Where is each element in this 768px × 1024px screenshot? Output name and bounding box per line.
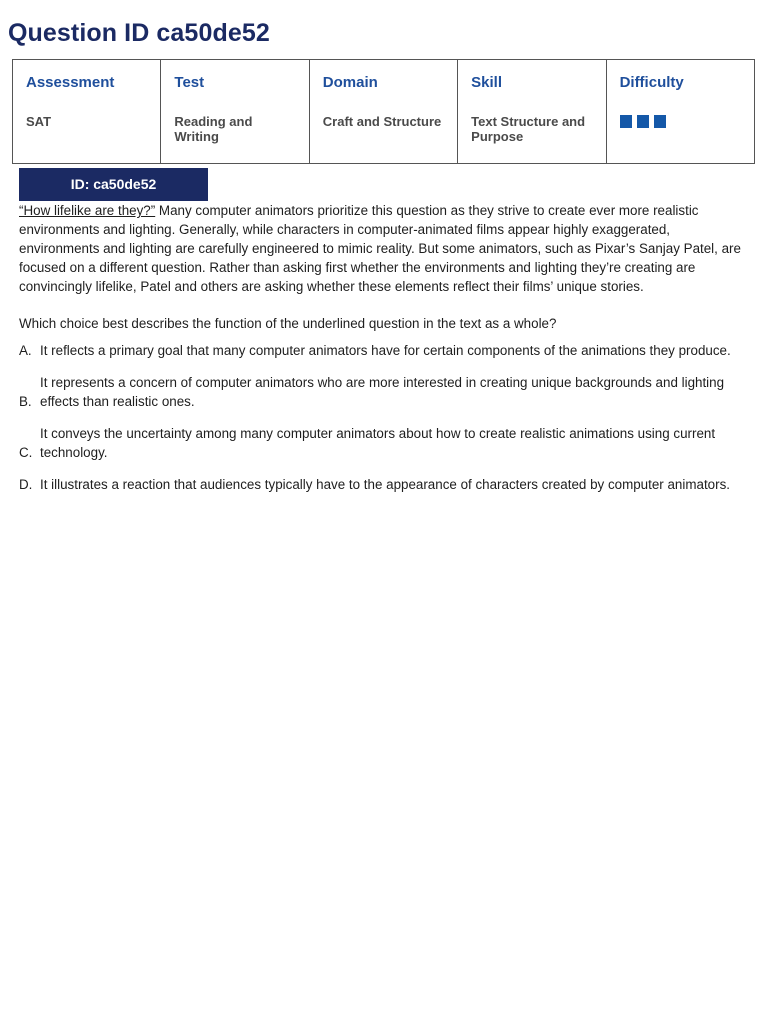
choice-letter: C. (19, 445, 33, 460)
domain-value: Craft and Structure (322, 114, 442, 129)
choice-letter: D. (19, 477, 33, 492)
meta-cell-skill (458, 60, 606, 164)
meta-cell-domain (309, 60, 457, 164)
page-title: Question ID ca50de52 (8, 19, 270, 47)
question-metadata-table (12, 59, 755, 164)
choice-c[interactable] (19, 424, 754, 462)
underlined-question: “How lifelike are they?” (19, 203, 156, 218)
choice-text: It illustrates a reaction that audiences typically have to the appearance of characters created by computer animators. (40, 477, 730, 492)
skill-value: Text Structure and Purpose (471, 114, 586, 144)
passage-body: Many computer animators prioritize this question as they strive to create ever more realistic environments and lighting. Generally, while characters in computer-animated films appear highly exaggerated, environments and lighting are carefully engineered to mimic reality. But some animators, such as Pixar’s Sanjay Patel, are focused on a different question. Rather than asking first whether the environments and lighting they’re creating are convincingly lifelike, Patel and others are asking whether these elements reflect their films’ unique stories. (19, 203, 741, 294)
difficulty-bar-icon (637, 115, 649, 128)
skill-label: Skill (471, 74, 503, 91)
difficulty-label: Difficulty (619, 74, 684, 91)
question-id-badge: ID: ca50de52 (19, 168, 208, 201)
choice-a[interactable] (19, 341, 754, 360)
test-value: Reading and Writing (174, 114, 253, 144)
domain-label: Domain (322, 74, 378, 91)
choice-b[interactable] (19, 373, 754, 411)
meta-cell-assessment (13, 60, 161, 164)
difficulty-bar-icon (654, 115, 666, 128)
choice-text: It represents a concern of computer animators who are more interested in creating unique backgrounds and lighting effects than realistic ones. (40, 375, 725, 409)
assessment-value: SAT (26, 114, 52, 129)
difficulty-bar-icon (620, 115, 632, 128)
choice-letter: A. (19, 343, 32, 358)
choice-text: It conveys the uncertainty among many computer animators about how to create realistic animations using current technology. (40, 426, 716, 460)
passage-text (19, 201, 754, 296)
assessment-label: Assessment (26, 74, 115, 91)
choice-d[interactable] (19, 475, 754, 494)
difficulty-indicator (620, 115, 741, 128)
test-label: Test (174, 74, 205, 91)
meta-cell-difficulty (606, 60, 754, 164)
answer-choices (19, 341, 754, 507)
choice-text: It reflects a primary goal that many computer animators have for certain components of the animations they produce. (40, 343, 731, 358)
question-prompt: Which choice best describes the function of the underlined question in the text as a whole? (19, 316, 557, 331)
choice-letter: B. (19, 394, 32, 409)
meta-cell-test (161, 60, 309, 164)
